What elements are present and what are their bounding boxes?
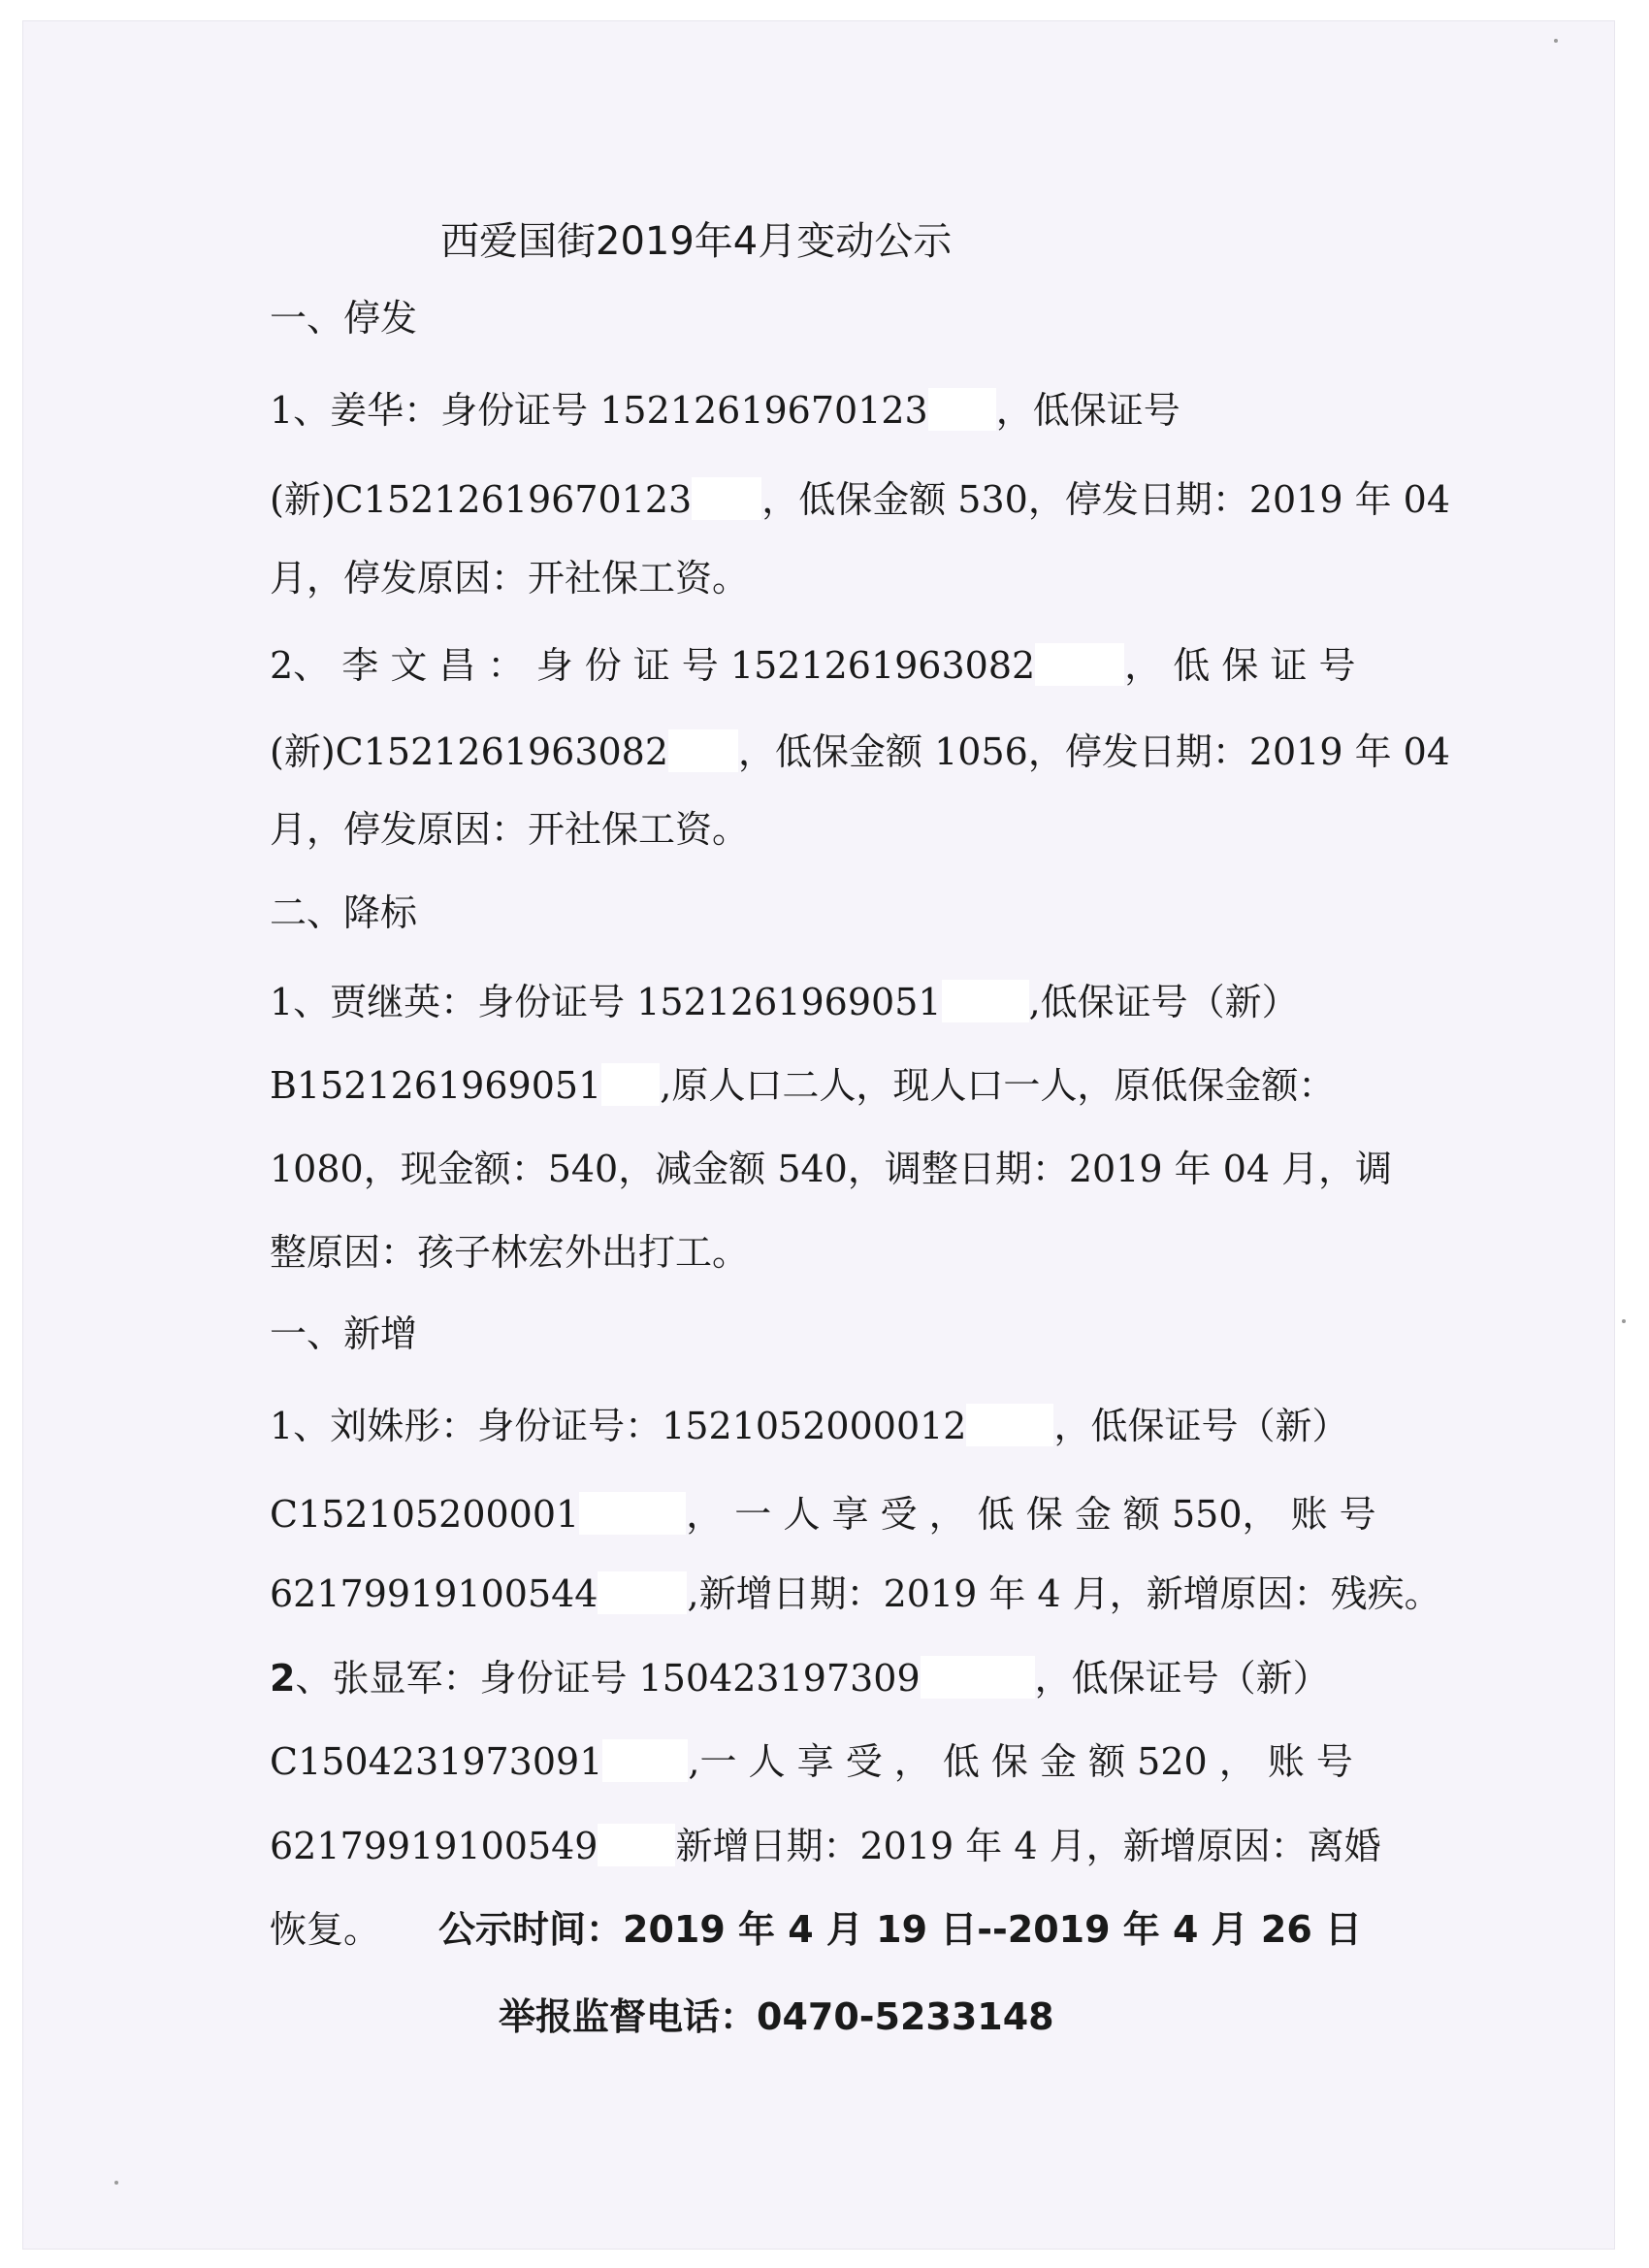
add-item2-id-text: 、张显军：身份证号 150423197309 [295,1657,921,1700]
add-item2-line3 [270,1824,1381,1868]
redaction-mask [602,1739,688,1782]
add-item2-line1 [270,1656,1330,1701]
stop-item2-cert-label: ， 低 保 证 号 [1124,644,1356,687]
add-item2-amount-text: ,一 人 享 受 ， 低 保 金 额 520 ， 账 号 [688,1740,1353,1783]
reduce-item1-line3: 1080，现金额：540，减金额 540，调整日期：2019 年 04 月，调 [270,1148,1393,1190]
stop-item1-id-text: 1、姜华：身份证号 15212619670123 [270,389,928,432]
section-heading-stop: 一、停发 [270,297,418,340]
stop-item2-line3: 月，停发原因：开社保工资。 [270,808,750,851]
add-item2-cert-label: ，低保证号（新） [1034,1657,1330,1700]
redaction-mask [601,1063,660,1106]
redaction-mask [921,1656,1035,1699]
add-item1-line3 [270,1571,1441,1616]
add-item2-line2 [270,1739,1353,1784]
stop-item2-amount-text: ，低保金额 1056，停发日期：2019 年 04 [738,730,1451,773]
add-item2-account-text: 62179919100549 [270,1825,598,1867]
redaction-mask [942,980,1029,1022]
add-item2-number: 2 [270,1657,296,1700]
redaction-mask [598,1824,675,1866]
reduce-item1-id-text: 1、贾继英：身份证号 1521261969051 [270,981,942,1023]
add-item1-amount-text: ， 一 人 享 受 ， 低 保 金 额 550， 账 号 [686,1493,1376,1536]
stop-item1-amount-text: ，低保金额 530，停发日期：2019 年 04 [761,478,1451,521]
section-heading-add: 一、新增 [270,1312,418,1355]
stop-item2-cert-text: (新)C1521261963082 [270,730,669,773]
stop-item1-cert-text: (新)C15212619670123 [270,478,693,521]
stop-item2-line2 [270,729,1450,774]
add-item1-line1 [270,1404,1349,1448]
add-item2-line4 [270,1907,1362,1952]
hotline: 举报监督电话：0470-5233148 [499,1995,1054,2038]
stop-item2-line1 [270,643,1356,688]
redaction-mask [692,477,761,520]
add-item2-reason-end: 恢复。 [270,1908,381,1951]
reduce-item1-line2 [270,1063,1335,1108]
document-title: 西爱国街2019年4月变动公示 [440,219,953,264]
stop-item1-line3: 月，停发原因：开社保工资。 [270,557,750,599]
scan-speck [1622,1319,1626,1323]
reduce-item1-cert-text: B1521261969051 [270,1064,602,1107]
stop-item1-cert-label: ，低保证号 [995,389,1180,432]
section-heading-reduce: 二、降标 [270,891,418,934]
redaction-mask [928,388,996,431]
add-item1-id-text: 1、刘姝彤：身份证号：1521052000012 [270,1405,967,1447]
redaction-mask [598,1571,687,1614]
reduce-item1-line1 [270,980,1299,1024]
add-item1-cert-label: ，低保证号（新） [1053,1405,1349,1447]
redaction-mask [579,1492,686,1535]
add-item1-cert-text: C152105200001 [270,1493,580,1536]
notice-period: 公示时间：2019 年 4 月 19 日--2019 年 4 月 26 日 [438,1908,1363,1951]
reduce-item1-cert-label: ,低保证号（新） [1028,981,1299,1023]
scan-speck [114,2181,118,2185]
add-item2-date-reason-text: 新增日期：2019 年 4 月，新增原因：离婚 [675,1825,1381,1867]
redaction-mask [966,1404,1053,1446]
reduce-item1-line4: 整原因：孩子林宏外出打工。 [270,1231,750,1274]
stop-item1-line1 [270,388,1180,433]
reduce-item1-population-text: ,原人口二人，现人口一人，原低保金额： [660,1064,1336,1107]
scan-speck [1554,39,1558,43]
add-item1-line2 [270,1492,1376,1537]
add-item2-cert-text: C1504231973091 [270,1740,603,1783]
stop-item1-line2 [270,477,1450,522]
stop-item2-id-text: 2、 李 文 昌 ： 身 份 证 号 1521261963082 [270,644,1036,687]
redaction-mask [668,729,738,772]
add-item1-account-text: 62179919100544 [270,1572,598,1615]
redaction-mask [1035,643,1124,686]
add-item1-date-reason-text: ,新增日期：2019 年 4 月，新增原因：残疾。 [687,1572,1441,1615]
